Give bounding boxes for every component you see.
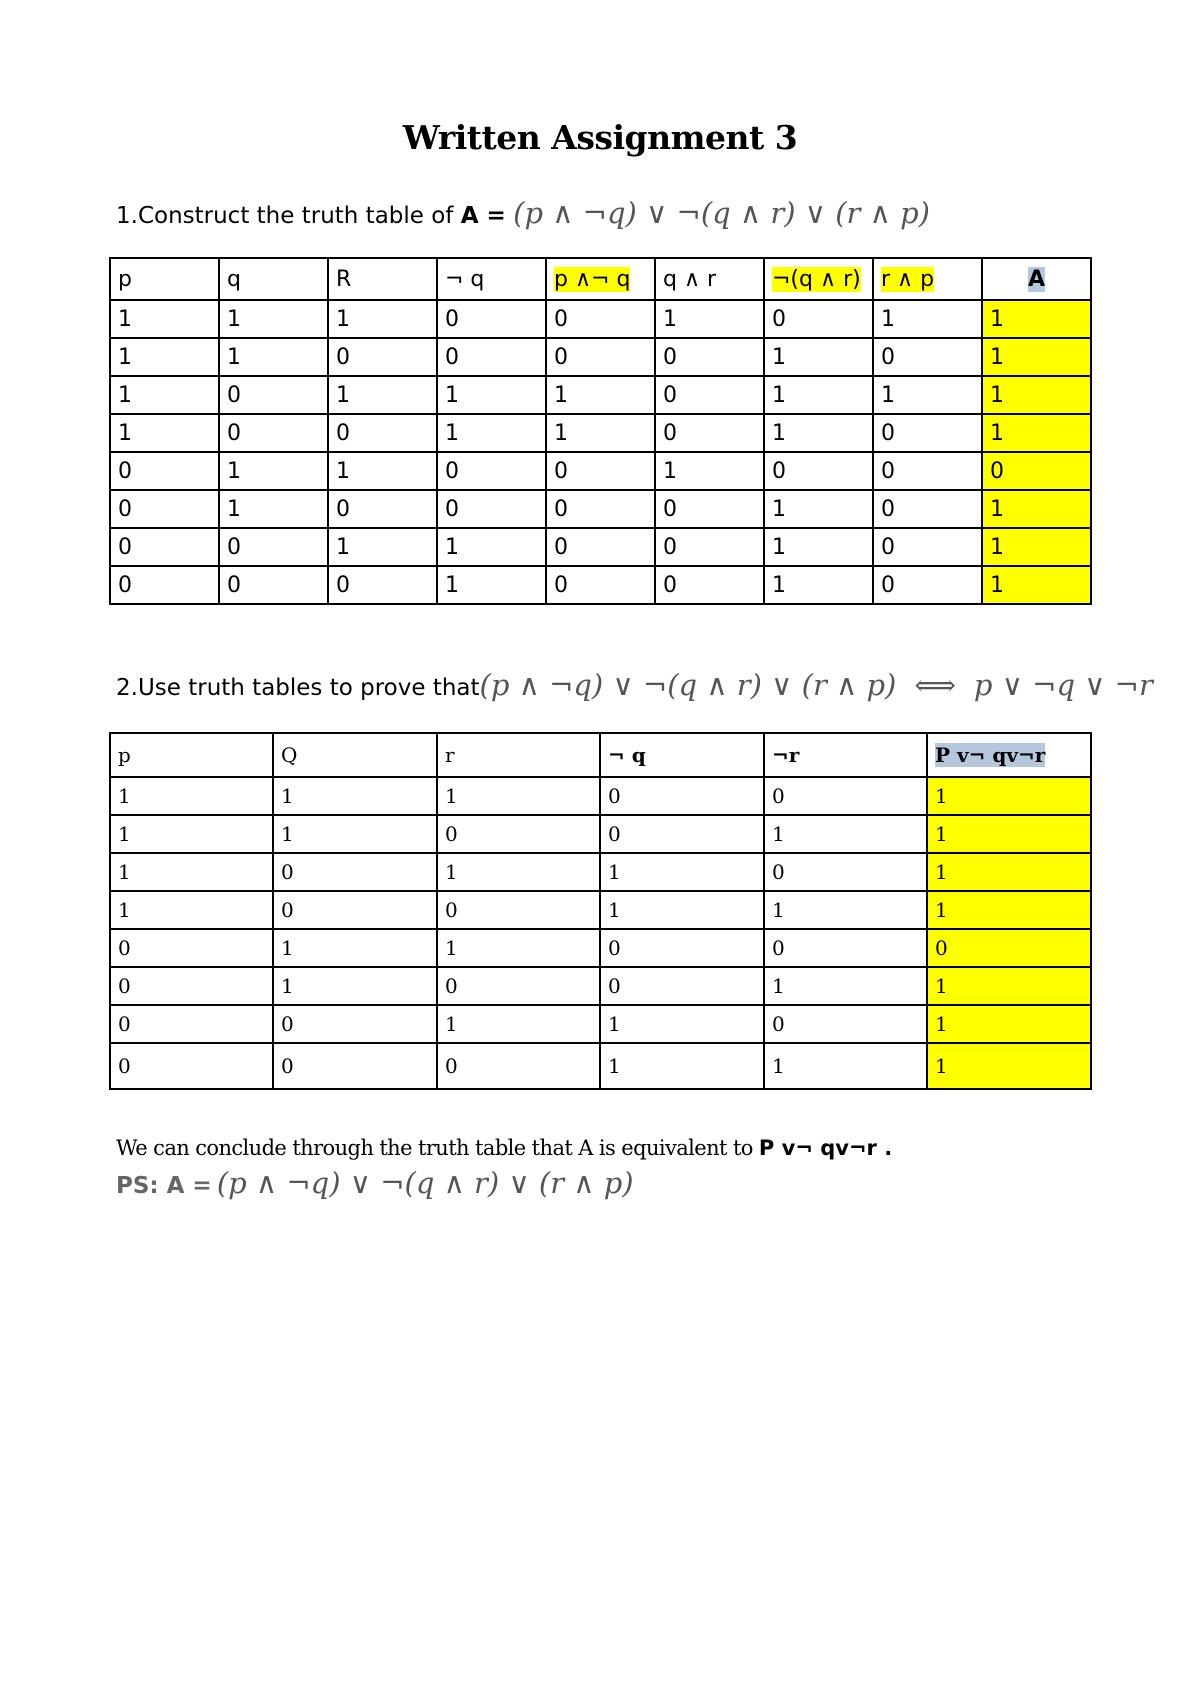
conclusion	[116, 1136, 892, 1160]
table2-header-cell	[927, 733, 1091, 777]
table-cell: 1	[982, 300, 1091, 338]
question-1-var: A	[460, 203, 479, 229]
table-cell: 0	[764, 777, 927, 815]
table-cell: 1	[437, 414, 546, 452]
table-cell: 0	[600, 967, 764, 1005]
table2-header-cell	[110, 733, 273, 777]
table-cell: 1	[655, 300, 764, 338]
page-title: Written Assignment 3	[402, 118, 798, 157]
table-cell: 0	[600, 929, 764, 967]
table-cell: 1	[328, 300, 437, 338]
table-cell: 1	[110, 414, 219, 452]
question-2	[116, 668, 1153, 702]
table-row	[110, 566, 1091, 604]
table-cell: 0	[328, 566, 437, 604]
table-cell: 1	[982, 528, 1091, 566]
table-cell: 1	[764, 891, 927, 929]
formula-a-op1: ∨	[636, 196, 677, 230]
table-cell: 0	[328, 490, 437, 528]
table-cell: 0	[437, 815, 600, 853]
table-cell: 1	[764, 815, 927, 853]
table-cell: 1	[546, 414, 655, 452]
table-cell: 1	[110, 853, 273, 891]
table-cell: 1	[273, 815, 437, 853]
table-cell: 0	[437, 338, 546, 376]
table-row	[110, 815, 1091, 853]
table-cell: 0	[110, 929, 273, 967]
table-cell: 0	[764, 929, 927, 967]
table1-header-label: ¬ q	[445, 266, 485, 292]
table1-header-label: A	[1027, 266, 1046, 292]
iff-symbol: ⟺	[914, 668, 956, 702]
table1-header-cell	[764, 258, 873, 300]
formula-a	[513, 196, 930, 230]
table-cell: 1	[273, 929, 437, 967]
table-cell: 1	[764, 1043, 927, 1089]
table-cell: 1	[437, 376, 546, 414]
table-cell: 1	[110, 300, 219, 338]
table-cell: 0	[437, 967, 600, 1005]
table-cell: 0	[600, 815, 764, 853]
ps-label: PS: A =	[116, 1173, 212, 1199]
table-cell: 0	[328, 338, 437, 376]
table1-header-label: p	[118, 266, 132, 292]
table2-header-cell	[764, 733, 927, 777]
table-cell: 0	[764, 300, 873, 338]
table-cell: 0	[110, 1043, 273, 1089]
table-cell: 1	[982, 414, 1091, 452]
table-cell: 1	[219, 490, 328, 528]
table1-header-row	[110, 258, 1091, 300]
question-2-text: 2.Use truth tables to prove that	[116, 675, 480, 701]
table-cell: 1	[273, 777, 437, 815]
table-cell: 0	[219, 414, 328, 452]
table-row	[110, 967, 1091, 1005]
table-cell: 0	[437, 300, 546, 338]
formula-eq-part1: (p ∧ ¬q)	[479, 668, 604, 702]
table-cell: 1	[927, 853, 1091, 891]
table-cell: 1	[437, 1005, 600, 1043]
table-cell: 0	[437, 1043, 600, 1089]
table-cell: 0	[764, 853, 927, 891]
truth-table-2	[109, 732, 1092, 1090]
table-cell: 0	[110, 528, 219, 566]
table-cell: 1	[219, 338, 328, 376]
table-cell: 1	[600, 891, 764, 929]
table-cell: 1	[437, 853, 600, 891]
table1-header-label: q	[227, 266, 241, 292]
question-1-eq: =	[478, 203, 506, 229]
table1-header-cell	[546, 258, 655, 300]
table1-header-cell	[328, 258, 437, 300]
formula-eq-rhs: p ∨ ¬q ∨ ¬r	[973, 668, 1153, 702]
table-cell: 0	[764, 452, 873, 490]
table-cell: 0	[546, 566, 655, 604]
table-cell: 0	[437, 452, 546, 490]
table-cell: 0	[437, 891, 600, 929]
table-cell: 1	[600, 1005, 764, 1043]
table-cell: 0	[110, 1005, 273, 1043]
question-1-text: 1.Construct the truth table of	[116, 203, 461, 229]
table2-header-label: Q	[281, 743, 298, 767]
conclusion-text: We can conclude through the truth table that A is equivalent to	[116, 1136, 759, 1160]
table-cell: 1	[655, 452, 764, 490]
table-cell: 1	[927, 891, 1091, 929]
table-cell: 0	[546, 338, 655, 376]
table1-header-cell	[982, 258, 1091, 300]
formula-eq-part2: ¬(q ∧ r)	[642, 668, 762, 702]
formula-a-part1: (p ∧ ¬q)	[513, 196, 637, 230]
formula-a-part3: (r ∧ p)	[835, 196, 930, 230]
ps-formula-part3: (r ∧ p)	[538, 1166, 634, 1200]
table-cell: 1	[764, 566, 873, 604]
formula-eq-op1: ∨	[603, 668, 643, 702]
table-row	[110, 452, 1091, 490]
table-cell: 1	[110, 338, 219, 376]
ps-formula-part2: ¬(q ∧ r)	[380, 1166, 500, 1200]
table-cell: 0	[873, 490, 982, 528]
table-row	[110, 414, 1091, 452]
table-cell: 1	[110, 376, 219, 414]
formula-eq-op2: ∨	[761, 668, 802, 702]
table2-header-cell	[437, 733, 600, 777]
table-cell: 0	[110, 566, 219, 604]
table-cell: 0	[328, 414, 437, 452]
table-cell: 0	[655, 338, 764, 376]
table-cell: 1	[873, 300, 982, 338]
table-cell: 0	[437, 490, 546, 528]
ps-formula-op1: ∨	[340, 1166, 381, 1200]
table-cell: 0	[873, 566, 982, 604]
table-cell: 0	[546, 490, 655, 528]
table-cell: 0	[219, 566, 328, 604]
table1-header-label: q ∧ r	[663, 266, 717, 292]
conclusion-expr: P v¬ qv¬r .	[758, 1136, 893, 1160]
table2-header-cell	[600, 733, 764, 777]
table-row	[110, 528, 1091, 566]
table-cell: 1	[110, 815, 273, 853]
ps-formula-op2: ∨	[499, 1166, 539, 1200]
table-cell: 1	[437, 566, 546, 604]
table-cell: 0	[927, 929, 1091, 967]
table-cell: 1	[437, 528, 546, 566]
formula-eq-part3: (r ∧ p)	[801, 668, 897, 702]
table-cell: 1	[927, 967, 1091, 1005]
table-cell: 0	[546, 528, 655, 566]
formula-a-op2: ∨	[795, 196, 836, 230]
table-cell: 0	[546, 300, 655, 338]
table-cell: 1	[328, 376, 437, 414]
table-cell: 0	[982, 452, 1091, 490]
table1-header-label: p ∧¬ q	[554, 266, 631, 292]
table1-header-label: R	[336, 266, 352, 292]
table-cell: 1	[927, 1005, 1091, 1043]
table-cell: 1	[764, 528, 873, 566]
table-cell: 1	[437, 929, 600, 967]
table-cell: 1	[600, 1043, 764, 1089]
ps-formula-part1: (p ∧ ¬q)	[216, 1166, 341, 1200]
table1-header-cell	[437, 258, 546, 300]
ps-note	[116, 1166, 634, 1200]
table-cell: 1	[982, 566, 1091, 604]
table-cell: 1	[764, 376, 873, 414]
table-cell: 1	[110, 891, 273, 929]
table-cell: 1	[764, 338, 873, 376]
table-row	[110, 338, 1091, 376]
table-cell: 1	[764, 967, 927, 1005]
table-cell: 1	[927, 777, 1091, 815]
table-cell: 0	[655, 490, 764, 528]
table-cell: 1	[219, 452, 328, 490]
table-cell: 0	[546, 452, 655, 490]
table-row	[110, 1005, 1091, 1043]
table-cell: 0	[873, 452, 982, 490]
ps-formula	[217, 1166, 634, 1200]
table2-header-cell	[273, 733, 437, 777]
table-cell: 0	[273, 1043, 437, 1089]
table-cell: 0	[219, 376, 328, 414]
table2-header-label: r	[445, 743, 455, 767]
table-cell: 0	[655, 566, 764, 604]
table2-header-label: ¬ q	[608, 743, 646, 767]
table-cell: 1	[600, 853, 764, 891]
table1-header-label: ¬(q ∧ r)	[772, 266, 861, 292]
table-cell: 1	[437, 777, 600, 815]
table-cell: 1	[982, 338, 1091, 376]
table-cell: 1	[110, 777, 273, 815]
table1-header-cell	[219, 258, 328, 300]
table-cell: 0	[219, 528, 328, 566]
table-cell: 1	[328, 452, 437, 490]
table-row	[110, 300, 1091, 338]
table-cell: 1	[764, 490, 873, 528]
table-cell: 1	[982, 376, 1091, 414]
table-cell: 0	[273, 1005, 437, 1043]
table-row	[110, 853, 1091, 891]
table2-header-label: ¬r	[772, 743, 800, 767]
formula-a-part2: ¬(q ∧ r)	[676, 196, 796, 230]
table-cell: 1	[927, 1043, 1091, 1089]
table1-header-label: r ∧ p	[881, 266, 935, 292]
table-cell: 1	[328, 528, 437, 566]
table-cell: 0	[110, 490, 219, 528]
table-cell: 0	[655, 376, 764, 414]
question-1	[116, 196, 930, 230]
table-row	[110, 891, 1091, 929]
table-cell: 1	[764, 414, 873, 452]
table-row	[110, 777, 1091, 815]
table-cell: 0	[655, 528, 764, 566]
table-row	[110, 929, 1091, 967]
table2-header-row	[110, 733, 1091, 777]
table-cell: 1	[873, 376, 982, 414]
formula-equivalence	[480, 668, 1153, 702]
table1-header-cell	[655, 258, 764, 300]
table-cell: 0	[655, 414, 764, 452]
table-cell: 0	[873, 528, 982, 566]
table-cell: 0	[273, 891, 437, 929]
table-cell: 0	[764, 1005, 927, 1043]
table2-header-label: P v¬ qv¬r	[935, 743, 1046, 767]
table-cell: 0	[110, 452, 219, 490]
table-cell: 0	[873, 338, 982, 376]
truth-table-1	[109, 257, 1092, 605]
table-cell: 1	[219, 300, 328, 338]
table-cell: 1	[546, 376, 655, 414]
table-cell: 0	[600, 777, 764, 815]
table-row	[110, 490, 1091, 528]
table1-header-cell	[873, 258, 982, 300]
table-cell: 1	[927, 815, 1091, 853]
table-cell: 1	[982, 490, 1091, 528]
table2-header-label: p	[118, 743, 131, 767]
table-cell: 0	[273, 853, 437, 891]
table-row	[110, 1043, 1091, 1089]
table-cell: 0	[110, 967, 273, 1005]
table-cell: 0	[873, 414, 982, 452]
table1-header-cell	[110, 258, 219, 300]
table-row	[110, 376, 1091, 414]
table-cell: 1	[273, 967, 437, 1005]
